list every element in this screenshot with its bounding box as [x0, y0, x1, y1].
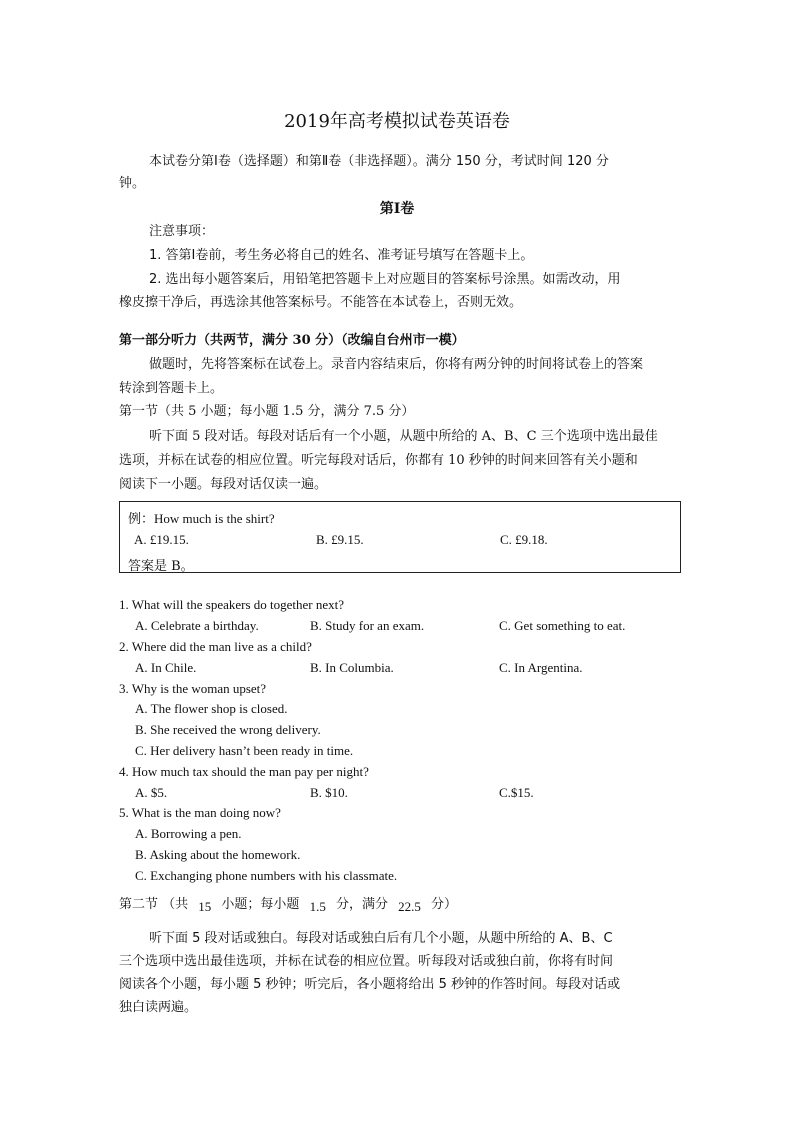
question-5-stem: 5. What is the man doing now? — [119, 805, 281, 820]
section-2-heading-mid-1: 小题；每小题 — [221, 897, 300, 912]
section-2-heading-mid-2: 分，满分 — [335, 897, 388, 912]
question-5-option-c: C. Exchanging phone numbers with his classmate. — [135, 868, 398, 883]
example-option-a: A. £19.15. — [134, 532, 189, 547]
notes-item-1: 1. 答第Ⅰ卷前，考生务必将自己的姓名、准考证号填写在答题卡上。 — [149, 248, 534, 263]
question-1-option-a: A. Celebrate a birthday. — [135, 618, 259, 633]
question-4-option-a: A. $5. — [135, 785, 168, 800]
section-2-instruction-line-4: 独白读两遍。 — [119, 1000, 198, 1015]
example-option-c: C. £9.18. — [500, 532, 548, 547]
question-3-option-b: B. She received the wrong delivery. — [135, 722, 321, 737]
question-2-option-a: A. In Chile. — [135, 660, 197, 675]
question-5-option-b: B. Asking about the homework. — [135, 847, 301, 862]
question-4-stem: 4. How much tax should the man pay per night? — [119, 764, 369, 779]
question-1-stem: 1. What will the speakers do together next? — [119, 597, 345, 612]
question-3-option-c: C. Her delivery hasn’t been ready in time. — [135, 743, 354, 758]
page-title: 2019年高考模拟试卷英语卷 — [284, 111, 510, 132]
question-2-option-b: B. In Columbia. — [310, 660, 394, 675]
example-answer: 答案是 B。 — [128, 559, 194, 574]
question-2-stem: 2. Where did the man live as a child? — [119, 639, 312, 654]
section-2-total: 22.5 — [398, 899, 421, 914]
section-2-per-score: 1.5 — [309, 899, 326, 914]
volume-1-title: 第Ⅰ卷 — [379, 201, 415, 217]
notes-heading: 注意事项： — [149, 224, 215, 239]
example-option-b: B. £9.15. — [316, 532, 364, 547]
section-2-instruction-line-3: 阅读各个小题，每小题 5 秒钟；听完后，各小题将给出 5 秒钟的作答时间。每段对话或 — [119, 977, 621, 992]
question-3-option-a: A. The flower shop is closed. — [135, 701, 288, 716]
question-4-option-c: C.$15. — [499, 785, 534, 800]
section-1-heading: 第一节（共 5 小题；每小题 1.5 分，满分 7.5 分） — [119, 404, 415, 419]
section-1-instruction-line-3: 阅读下一小题。每段对话仅读一遍。 — [119, 477, 328, 492]
section-1-instruction-line-1: 听下面 5 段对话。每段对话后有一个小题，从题中所给的 A、B、C 三个选项中选出最佳 — [149, 429, 658, 444]
intro-line-1: 本试卷分第Ⅰ卷（选择题）和第Ⅱ卷（非选择题）。满分 150 分，考试时间 120 分 — [149, 154, 609, 169]
part-1-instruction-line-2: 转涂到答题卡上。 — [119, 381, 224, 396]
section-2-instruction-line-1: 听下面 5 段对话或独白。每段对话或独白后有几个小题，从题中所给的 A、B、C — [149, 931, 613, 946]
section-2-count: 15 — [198, 899, 212, 914]
section-2-heading — [119, 893, 457, 912]
section-2-heading-suffix: 分） — [431, 897, 458, 912]
part-1-heading: 第一部分听力（共两节，满分 30 分）（改编自台州市一模） — [119, 333, 465, 348]
question-2-option-c: C. In Argentina. — [499, 660, 583, 675]
section-2-instruction-line-2: 三个选项中选出最佳选项，并标在试卷的相应位置。听每段对话或独白前，你将有时间 — [119, 954, 614, 969]
notes-item-2-line-2: 橡皮擦干净后，再选涂其他答案标号。不能答在本试卷上，否则无效。 — [119, 295, 523, 310]
part-1-instruction-line-1: 做题时，先将答案标在试卷上。录音内容结束后，你将有两分钟的时间将试卷上的答案 — [149, 357, 644, 372]
section-2-heading-prefix: 第二节 （共 — [119, 897, 189, 912]
question-1-option-b: B. Study for an exam. — [310, 618, 425, 633]
question-4-option-b: B. $10. — [310, 785, 348, 800]
question-1-option-c: C. Get something to eat. — [499, 618, 626, 633]
question-5-option-a: A. Borrowing a pen. — [135, 826, 242, 841]
example-question: 例：How much is the shirt? — [128, 511, 275, 526]
example-box — [119, 501, 681, 573]
section-1-instruction-line-2: 选项，并标在试卷的相应位置。听完每段对话后，你都有 10 秒钟的时间来回答有关小题和 — [119, 453, 638, 468]
intro-line-2: 钟。 — [119, 176, 146, 191]
notes-item-2-line-1: 2. 选出每小题答案后，用铅笔把答题卡上对应题目的答案标号涂黑。如需改动，用 — [149, 272, 621, 287]
question-3-stem: 3. Why is the woman upset? — [119, 681, 267, 696]
